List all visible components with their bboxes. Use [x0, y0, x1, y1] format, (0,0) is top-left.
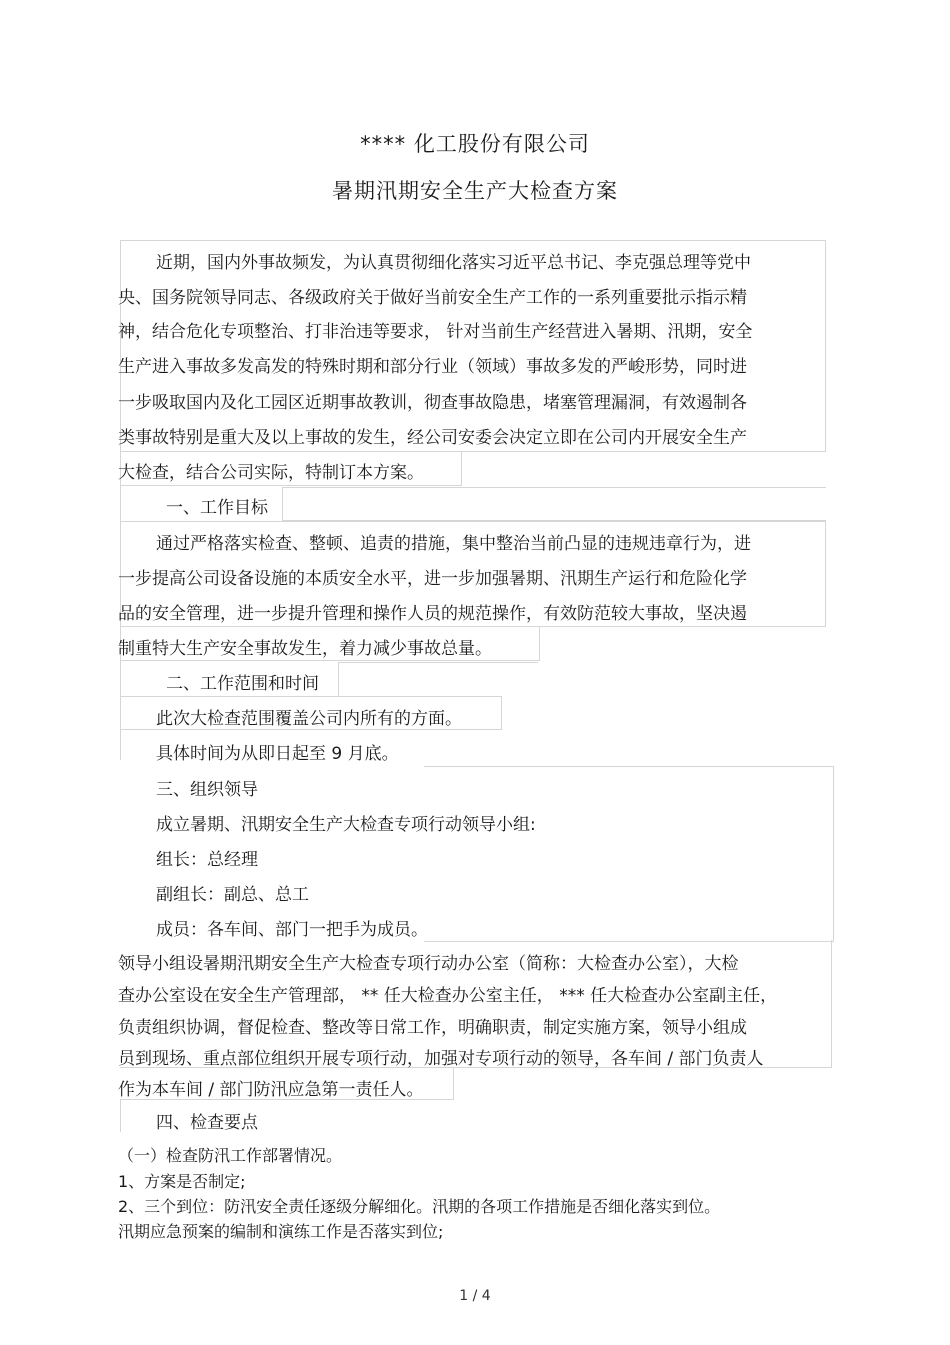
page-number: 1 / 4	[459, 1288, 491, 1304]
intro-line: 央、国务院领导同志、各级政府关于做好当前安全生产工作的一系列重要批示指示精	[118, 288, 747, 308]
section3-office-line: 查办公室设在安全生产管理部， ** 任大检查办公室主任， *** 任大检查办公室副主任，	[118, 986, 778, 1006]
intro-line: 神，结合危化专项整治、打非治违等要求， 针对当前生产经营进入暑期、汛期，安全	[118, 322, 753, 342]
section3-office-line: 负责组织协调，督促检查、整改等日常工作，明确职责，制定实施方案，领导小组成	[118, 1018, 747, 1038]
section1-line: 通过严格落实检查、整顿、追责的措施，集中整治当前凸显的违规违章行为，进	[156, 534, 751, 554]
section1-heading: 一、工作目标	[166, 498, 268, 518]
section3-office-line: 作为本车间 / 部门防汛应急第一责任人。	[118, 1080, 424, 1100]
section1-line: 制重特大生产安全事故发生，着力减少事故总量。	[118, 639, 492, 659]
intro-line: 生产进入事故多发高发的特殊时期和部分行业（领域）事故多发的严峻形势，同时进	[118, 357, 747, 377]
text-frame-rule	[120, 1100, 121, 1132]
text-frame	[282, 487, 826, 521]
intro-line: 一步吸取国内及化工园区近期事故教训，彻查事故隐患，堵塞管理漏洞，有效遏制各	[118, 393, 747, 413]
section4-item: 1、方案是否制定;	[118, 1172, 246, 1191]
section3-office-line: 领导小组设暑期汛期安全生产大检查专项行动办公室（简称：大检查办公室），大检	[118, 954, 739, 974]
intro-line: 大检查，结合公司实际，特制订本方案。	[118, 463, 424, 483]
section4-item: 汛期应急预案的编制和演练工作是否落实到位;	[118, 1222, 444, 1241]
section3-group: 成立暑期、汛期安全生产大检查专项行动领导小组:	[156, 815, 536, 835]
section3-heading: 三、组织领导	[156, 780, 258, 800]
section3-leader: 组长：总经理	[156, 850, 258, 870]
section3-deputy: 副组长：副总、总工	[156, 885, 309, 905]
plan-title: 暑期汛期安全生产大检查方案	[332, 179, 618, 203]
intro-line: 类事故特别是重大及以上事故的发生，经公司安委会决定立即在公司内开展安全生产	[118, 428, 747, 448]
section4-heading: 四、检查要点	[156, 1113, 258, 1133]
section2-heading: 二、工作范围和时间	[166, 674, 319, 694]
section3-members: 成员：各车间、部门一把手为成员。	[156, 920, 428, 940]
section4-sub1: （一）检查防汛工作部署情况。	[118, 1146, 343, 1165]
section1-line: 品的安全管理，进一步提升管理和操作人员的规范操作，有效防范较大事故，坚决遏	[118, 604, 747, 624]
text-frame	[424, 766, 834, 942]
section3-office-line: 员到现场、重点部位组织开展专项行动，加强对专项行动的领导，各车间 / 部门负责人	[118, 1049, 764, 1069]
section2-scope: 此次大检查范围覆盖公司内所有的方面。	[156, 709, 462, 729]
section2-time: 具体时间为从即日起至 9 月底。	[156, 744, 399, 764]
section4-item: 2、三个到位：防汛安全责任逐级分解细化。汛期的各项工作措施是否细化落实到位。	[118, 1197, 721, 1216]
text-frame-rule	[120, 240, 121, 760]
text-frame	[338, 662, 538, 696]
section1-line: 一步提高公司设备设施的本质安全水平，进一步加强暑期、汛期生产运行和危险化学	[118, 569, 747, 589]
company-name: **** 化工股份有限公司	[360, 132, 590, 156]
intro-line: 近期，国内外事故频发，为认真贯彻细化落实习近平总书记、李克强总理等党中	[156, 253, 751, 273]
